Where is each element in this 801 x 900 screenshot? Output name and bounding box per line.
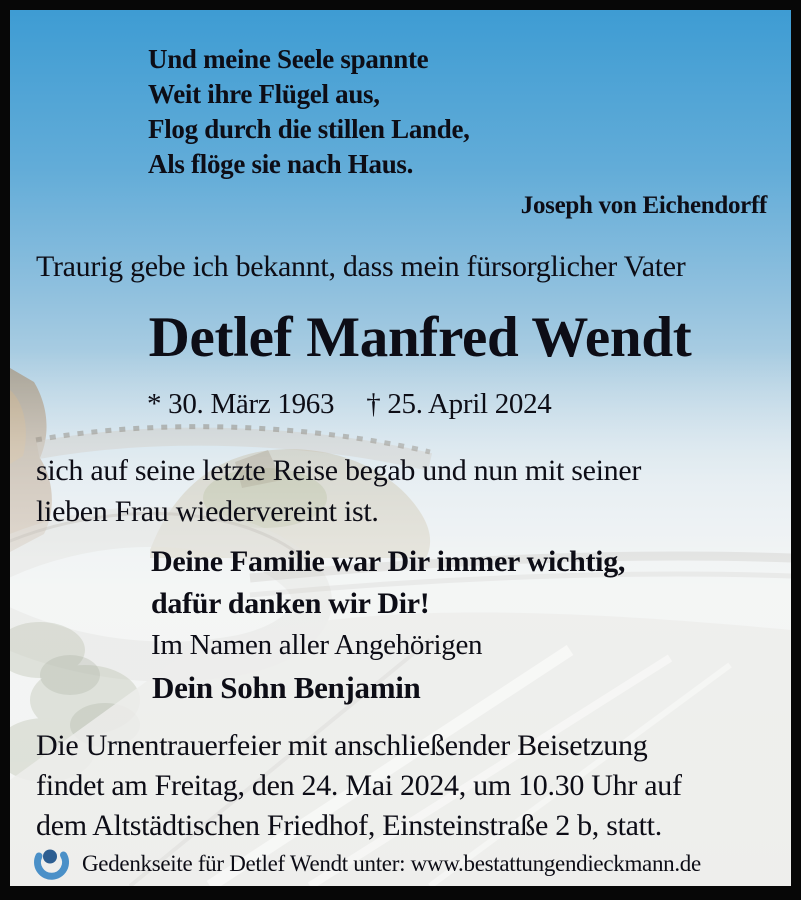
poem-block <box>148 42 470 182</box>
thanks-line: Deine Familie war Dir immer wichtig, <box>151 545 626 578</box>
deceased-name: Detlef Manfred Wendt <box>148 306 692 369</box>
funeral-line: Die Urnentrauerfeier mit anschließender Beisetzung <box>36 729 648 762</box>
poem-line: Als flöge sie nach Haus. <box>148 149 414 179</box>
on-behalf-line: Im Namen aller Angehörigen <box>151 629 483 661</box>
poem-attribution: Joseph von Eichendorff <box>520 192 767 219</box>
poem-line: Flog durch die stillen Lande, <box>148 114 470 144</box>
thanks-line: dafür danken wir Dir! <box>151 587 430 620</box>
poem-line: Weit ihre Flügel aus, <box>148 79 380 109</box>
life-dates <box>147 388 552 421</box>
death-date: † 25. April 2024 <box>366 388 552 420</box>
reunion-line: lieben Frau wiedervereint ist. <box>36 495 379 528</box>
birth-date: * 30. März 1963 <box>147 388 335 420</box>
family-thanks <box>151 541 625 625</box>
reunion-paragraph <box>36 450 641 532</box>
funeral-home-logo-icon <box>32 845 70 883</box>
memorial-page-text: Gedenkseite für Detlef Wendt unter: www.bestattungendieckmann.de <box>82 851 701 876</box>
background-photo <box>10 10 791 886</box>
memorial-footer <box>32 845 701 883</box>
funeral-line: dem Altstädtischen Friedhof, Einsteinstraße 2 b, statt. <box>36 809 662 842</box>
announcement-line: Traurig gebe ich bekannt, dass mein fürsorglicher Vater <box>36 250 686 283</box>
mourner-name: Dein Sohn Benjamin <box>152 670 421 705</box>
funeral-details <box>36 726 682 846</box>
funeral-line: findet am Freitag, den 24. Mai 2024, um 10.30 Uhr auf <box>36 769 682 802</box>
reunion-line: sich auf seine letzte Reise begab und nun mit seiner <box>36 454 642 487</box>
poem-line: Und meine Seele spannte <box>148 44 429 74</box>
